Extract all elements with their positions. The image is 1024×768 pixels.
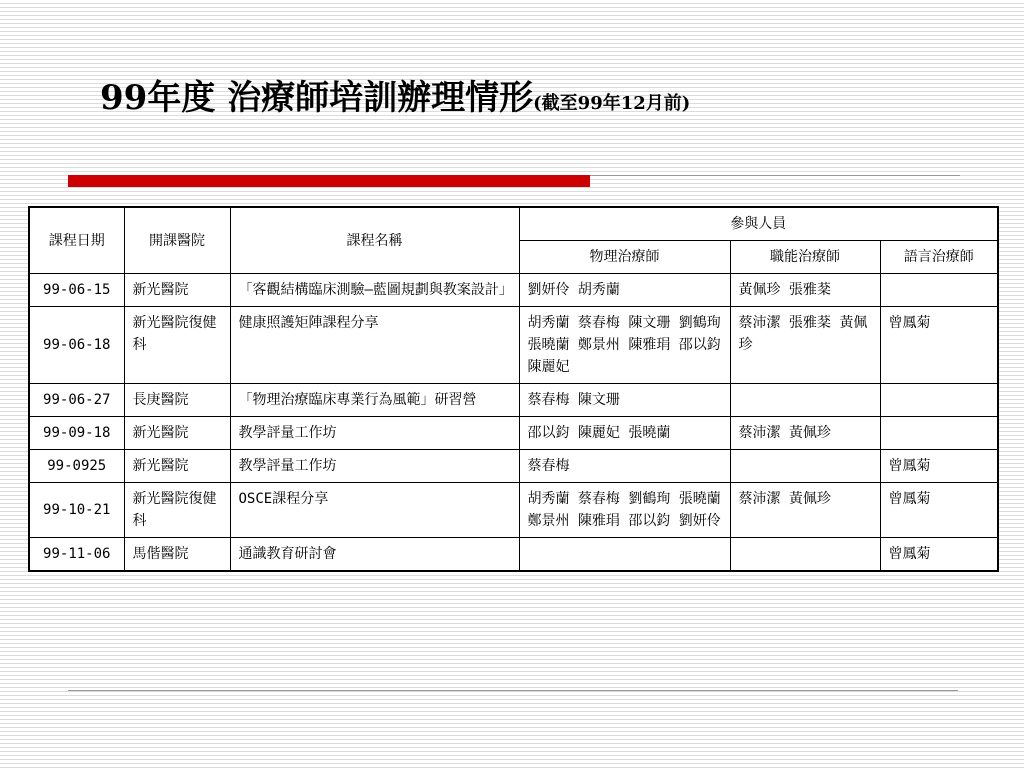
table-row — [29, 417, 998, 450]
cell-ot: 蔡沛潔 張雅棻 黃佩珍 — [730, 307, 880, 384]
cell-date: 99-06-27 — [29, 384, 124, 417]
table-row — [29, 274, 998, 307]
table-row — [29, 307, 998, 384]
cell-pt: 邵以鈞 陳麗妃 張曉蘭 — [519, 417, 730, 450]
cell-hospital: 新光醫院復健科 — [124, 307, 230, 384]
cell-course: 通識教育研討會 — [230, 538, 519, 572]
cell-course: 教學評量工作坊 — [230, 450, 519, 483]
cell-hospital: 長庚醫院 — [124, 384, 230, 417]
table-row — [29, 483, 998, 538]
cell-date: 99-06-15 — [29, 274, 124, 307]
header-physical-therapist: 物理治療師 — [519, 241, 730, 274]
cell-ot — [730, 450, 880, 483]
cell-date: 99-10-21 — [29, 483, 124, 538]
cell-st: 曾鳳菊 — [880, 450, 998, 483]
cell-st — [880, 274, 998, 307]
table-row — [29, 450, 998, 483]
cell-st: 曾鳳菊 — [880, 538, 998, 572]
header-occupational-therapist: 職能治療師 — [730, 241, 880, 274]
cell-course: 教學評量工作坊 — [230, 417, 519, 450]
cell-pt: 劉妍伶 胡秀蘭 — [519, 274, 730, 307]
cell-ot — [730, 538, 880, 572]
cell-date: 99-11-06 — [29, 538, 124, 572]
header-participants: 參與人員 — [519, 207, 998, 241]
cell-st: 曾鳳菊 — [880, 307, 998, 384]
cell-st — [880, 417, 998, 450]
cell-course: 健康照護矩陣課程分享 — [230, 307, 519, 384]
cell-date: 99-0925 — [29, 450, 124, 483]
header-hospital: 開課醫院 — [124, 207, 230, 274]
cell-ot: 蔡沛潔 黃佩珍 — [730, 483, 880, 538]
cell-pt: 蔡春梅 陳文珊 — [519, 384, 730, 417]
cell-date: 99-09-18 — [29, 417, 124, 450]
table-row — [29, 538, 998, 572]
cell-pt: 胡秀蘭 蔡春梅 陳文珊 劉鶴珣 張曉蘭 鄭景州 陳雅琄 邵以鈞 陳麗妃 — [519, 307, 730, 384]
training-schedule-table — [28, 206, 999, 572]
cell-hospital: 新光醫院 — [124, 450, 230, 483]
cell-course: 「物理治療臨床專業行為風範」研習營 — [230, 384, 519, 417]
header-course: 課程名稱 — [230, 207, 519, 274]
cell-hospital: 新光醫院 — [124, 274, 230, 307]
title-divider-line — [590, 175, 960, 176]
cell-st: 曾鳳菊 — [880, 483, 998, 538]
header-date: 課程日期 — [29, 207, 124, 274]
footer-divider-line — [68, 690, 958, 691]
cell-date: 99-06-18 — [29, 307, 124, 384]
cell-pt — [519, 538, 730, 572]
page-title-main: 99年度 治療師培訓辦理情形 — [100, 78, 534, 118]
header-speech-therapist: 語言治療師 — [880, 241, 998, 274]
cell-ot: 蔡沛潔 黃佩珍 — [730, 417, 880, 450]
cell-pt: 胡秀蘭 蔡春梅 劉鶴珣 張曉蘭 鄭景州 陳雅琄 邵以鈞 劉妍伶 — [519, 483, 730, 538]
cell-ot — [730, 384, 880, 417]
cell-hospital: 新光醫院 — [124, 417, 230, 450]
cell-course: OSCE課程分享 — [230, 483, 519, 538]
cell-hospital: 新光醫院復健科 — [124, 483, 230, 538]
table-row — [29, 384, 998, 417]
cell-pt: 蔡春梅 — [519, 450, 730, 483]
page-title — [100, 78, 690, 119]
cell-course: 「客觀結構臨床測驗—藍圖規劃與教案設計」 — [230, 274, 519, 307]
cell-ot: 黃佩珍 張雅棻 — [730, 274, 880, 307]
cell-st — [880, 384, 998, 417]
title-accent-bar — [68, 175, 590, 187]
page-title-subtitle: (截至99年12月前) — [533, 93, 691, 114]
table-header-row — [29, 207, 998, 241]
cell-hospital: 馬偕醫院 — [124, 538, 230, 572]
